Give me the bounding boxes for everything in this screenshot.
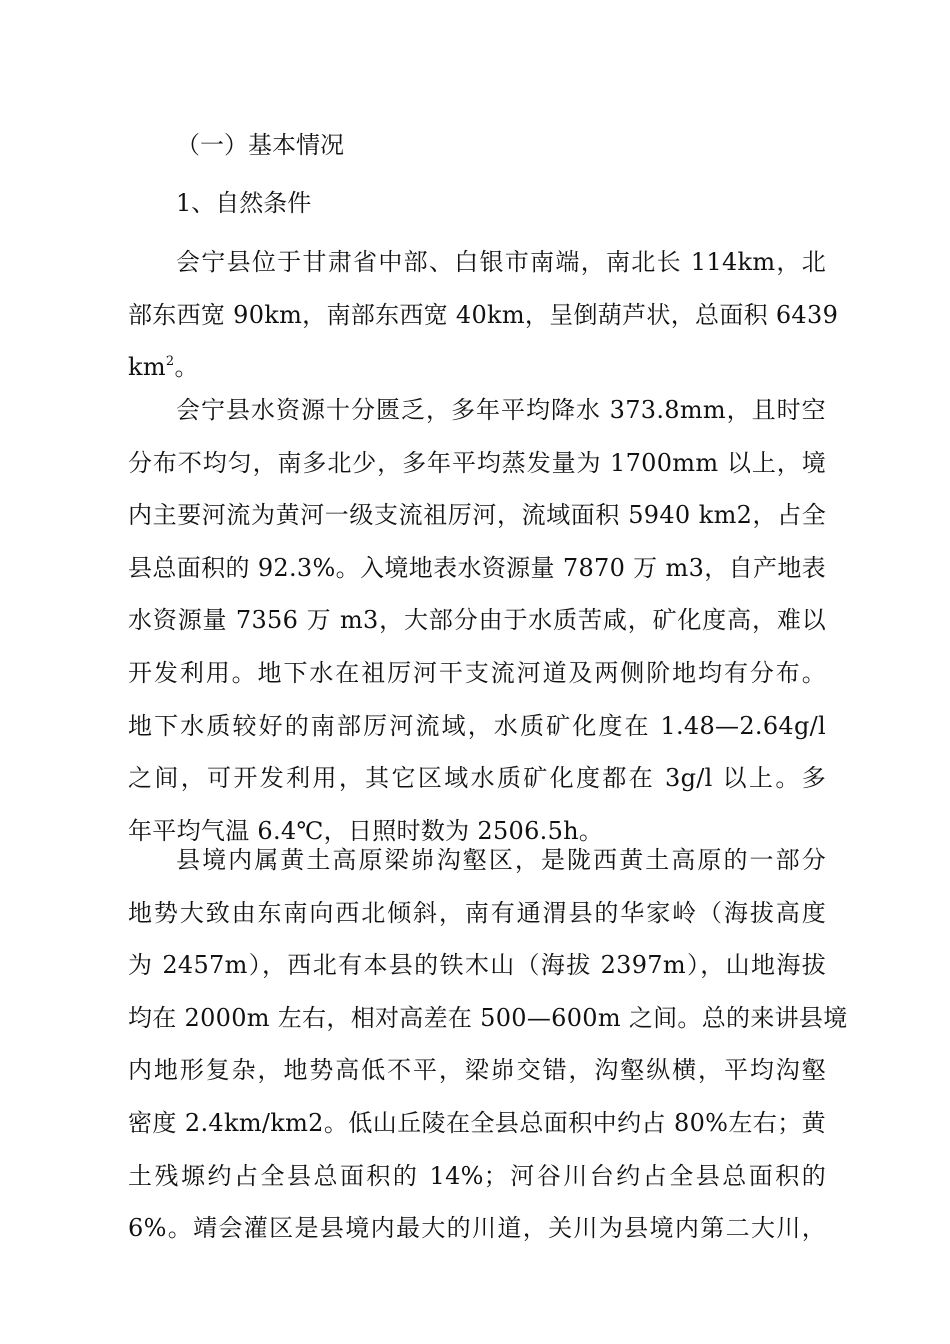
subsection-heading: 1、自然条件 xyxy=(176,189,312,217)
paragraph-line: 分布不均匀，南多北少，多年平均蒸发量为 1700mm 以上，境 xyxy=(128,448,826,477)
paragraph-water-resources xyxy=(128,384,826,857)
paragraph-line: 为 2457m），西北有本县的铁木山（海拔 2397m），山地海拔 xyxy=(128,951,826,980)
paragraph-line: 部东西宽 90km，南部东西宽 40km，呈倒葫芦状，总面积 6439 xyxy=(128,300,839,329)
punctuation: 。 xyxy=(174,353,199,382)
paragraph-line: 内地形复杂，地势高低不平，梁峁交错，沟壑纵横，平均沟壑 xyxy=(128,1056,826,1085)
paragraph-line: 县境内属黄土高原梁峁沟壑区，是陇西黄土高原的一部分 xyxy=(176,846,826,874)
paragraph-line: 地下水质较好的南部厉河流域，水质矿化度在 1.48—2.64g/l xyxy=(128,711,826,740)
unit-text: km xyxy=(128,353,166,382)
paragraph-line: 均在 2000m 左右，相对高差在 500—600m 之间。总的来讲县境 xyxy=(128,1003,848,1032)
paragraph-location xyxy=(128,236,839,394)
paragraph-line: 6%。靖会灌区是县境内最大的川道，关川为县境内第二大川， xyxy=(128,1214,826,1243)
paragraph-line: 会宁县位于甘肃省中部、白银市南端，南北长 114km，北 xyxy=(176,248,826,276)
paragraph-line: 开发利用。地下水在祖厉河干支流河道及两侧阶地均有分布。 xyxy=(128,658,826,687)
paragraph-line: 之间，可开发利用，其它区域水质矿化度都在 3g/l 以上。多 xyxy=(128,764,826,793)
paragraph-line: 会宁县水资源十分匮乏，多年平均降水 373.8mm，且时空 xyxy=(176,396,826,424)
paragraph-line: 内主要河流为黄河一级支流祖厉河，流域面积 5940 km2，占全 xyxy=(128,501,826,530)
paragraph-line: 县总面积的 92.3%。入境地表水资源量 7870 万 m3，自产地表 xyxy=(128,553,826,582)
section-heading: （一）基本情况 xyxy=(176,131,344,159)
paragraph-line: 年平均气温 6.4℃，日照时数为 2506.5h。 xyxy=(128,816,604,845)
paragraph-terrain xyxy=(128,834,848,1255)
paragraph-line: 土残塬约占全县总面积的 14%；河谷川台约占全县总面积的 xyxy=(128,1161,826,1190)
superscript: 2 xyxy=(165,354,175,370)
paragraph-line: 地势大致由东南向西北倾斜，南有通渭县的华家岭（海拔高度 xyxy=(128,898,826,927)
paragraph-line: 密度 2.4km/km2。低山丘陵在全县总面积中约占 80%左右；黄 xyxy=(128,1108,826,1137)
paragraph-line: 水资源量 7356 万 m3，大部分由于水质苦咸，矿化度高，难以 xyxy=(128,606,826,635)
